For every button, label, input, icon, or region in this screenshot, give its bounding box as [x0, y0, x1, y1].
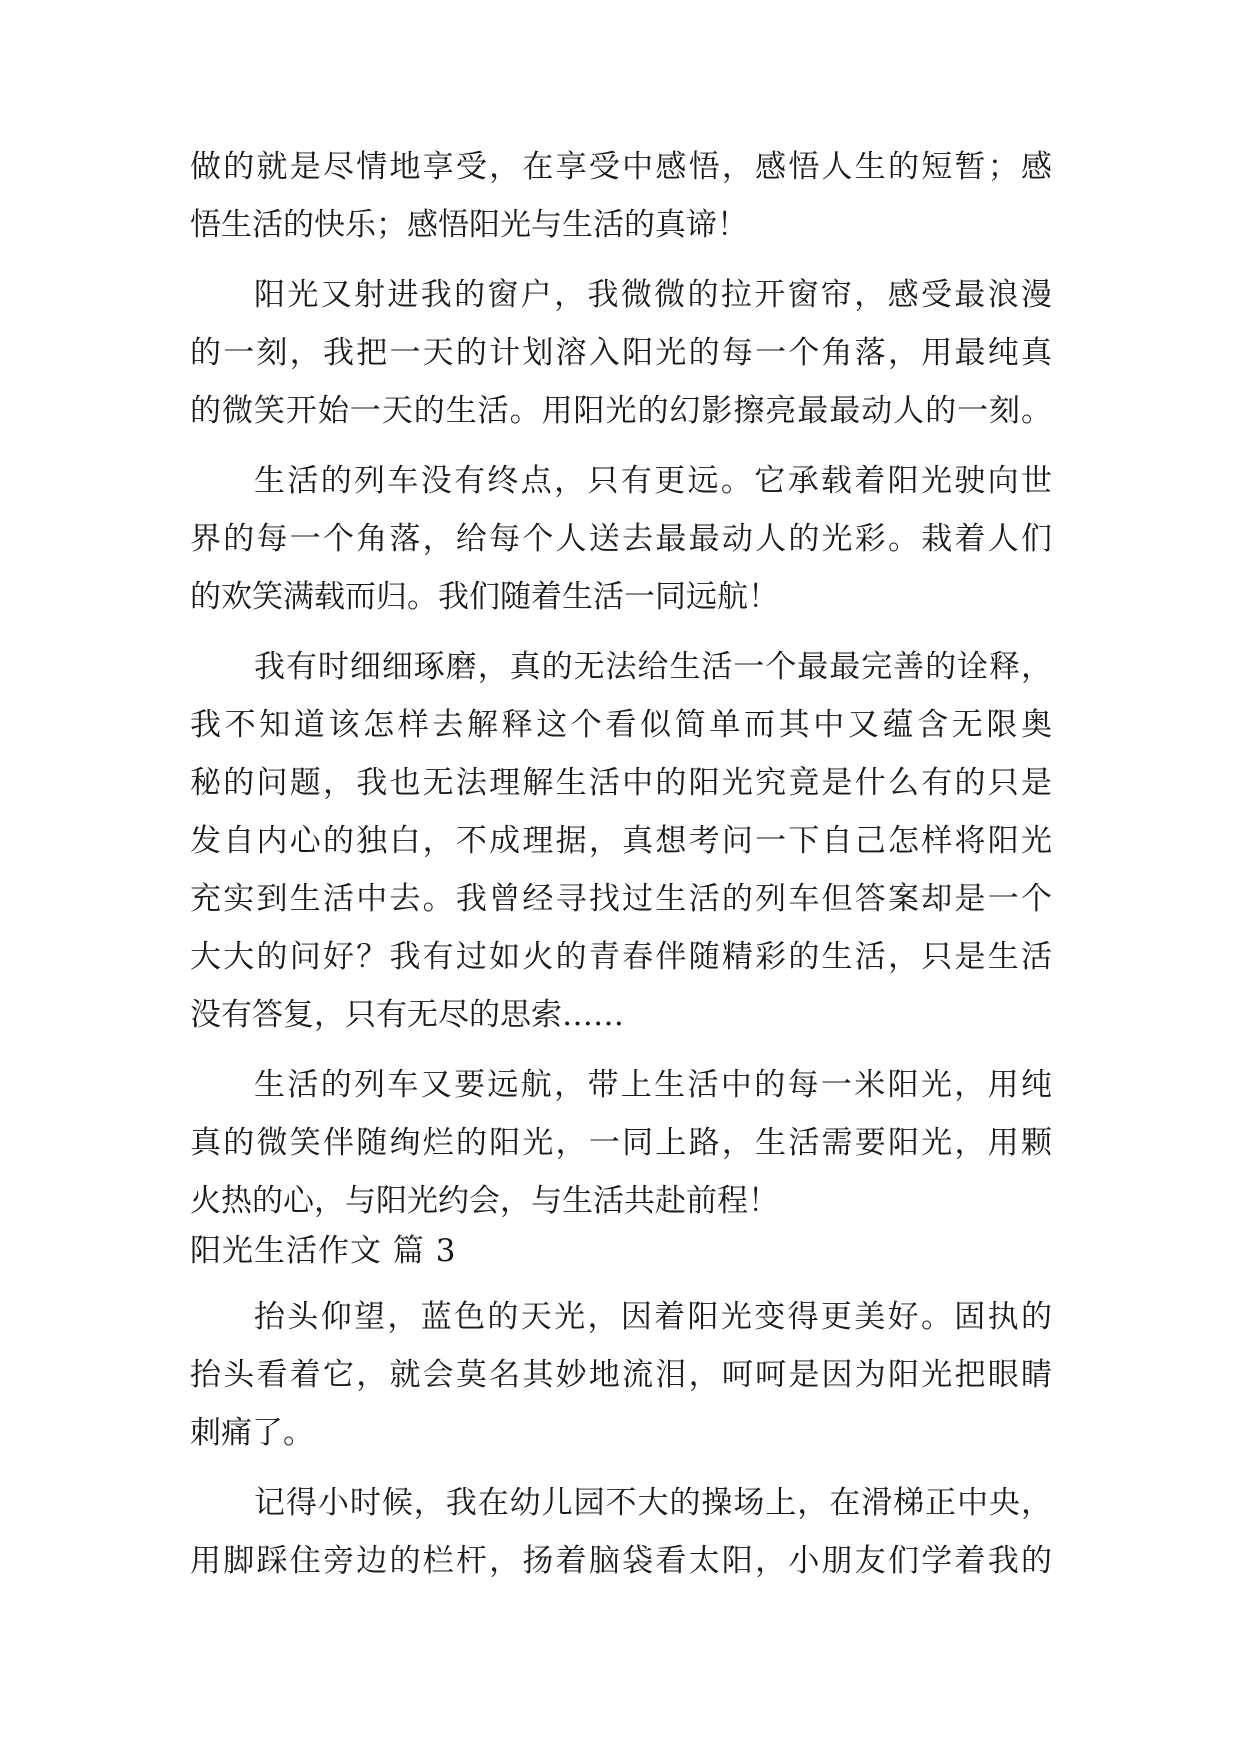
text-line: 我不知道该怎样去解释这个看似简单而其中又蕴含无限奥	[190, 707, 1052, 743]
paragraph-start-line: 我有时细细琢磨，真的无法给生活一个最最完善的诠释，	[254, 649, 1052, 685]
text-line: 没有答复，只有无尽的思索……	[190, 997, 624, 1033]
text-line: 真的微笑伴随绚烂的阳光，一同上路，生活需要阳光，用颗	[190, 1125, 1052, 1161]
text-line: 悟生活的快乐；感悟阳光与生活的真谛！	[190, 207, 748, 243]
text-line: 秘的问题，我也无法理解生活中的阳光究竟是什么有的只是	[190, 765, 1052, 801]
section-heading: 阳光生活作文 篇 3	[190, 1233, 457, 1269]
text-line: 火热的心，与阳光约会，与生活共赴前程！	[190, 1183, 779, 1219]
paragraph-start-line: 生活的列车又要远航，带上生活中的每一米阳光，用纯	[254, 1067, 1052, 1103]
text-line: 充实到生活中去。我曾经寻找过生活的列车但答案却是一个	[190, 881, 1052, 917]
paragraph-start-line: 生活的列车没有终点，只有更远。它承载着阳光驶向世	[254, 463, 1052, 499]
text-line: 的微笑开始一天的生活。用阳光的幻影擦亮最最动人的一刻。	[190, 393, 1052, 429]
text-line: 用脚踩住旁边的栏杆，扬着脑袋看太阳，小朋友们学着我的	[190, 1543, 1052, 1579]
text-line: 大大的问好？我有过如火的青春伴随精彩的生活，只是生活	[190, 939, 1052, 975]
paragraph-start-line: 阳光又射进我的窗户，我微微的拉开窗帘，感受最浪漫	[254, 277, 1052, 313]
text-line: 做的就是尽情地享受，在享受中感悟，感悟人生的短暂；感	[190, 149, 1052, 185]
paragraph-start-line: 记得小时候，我在幼儿园不大的操场上，在滑梯正中央，	[254, 1485, 1052, 1521]
paragraph-start-line: 抬头仰望，蓝色的天光，因着阳光变得更美好。固执的	[254, 1299, 1052, 1335]
text-line: 界的每一个角落，给每个人送去最最动人的光彩。栽着人们	[190, 521, 1052, 557]
text-line: 抬头看着它，就会莫名其妙地流泪，呵呵是因为阳光把眼睛	[190, 1357, 1052, 1393]
text-line: 发自内心的独白，不成理据，真想考问一下自己怎样将阳光	[190, 823, 1052, 859]
text-line: 的欢笑满载而归。我们随着生活一同远航！	[190, 579, 779, 615]
text-line: 刺痛了。	[190, 1415, 314, 1451]
text-line: 的一刻，我把一天的计划溶入阳光的每一个角落，用最纯真	[190, 335, 1052, 371]
